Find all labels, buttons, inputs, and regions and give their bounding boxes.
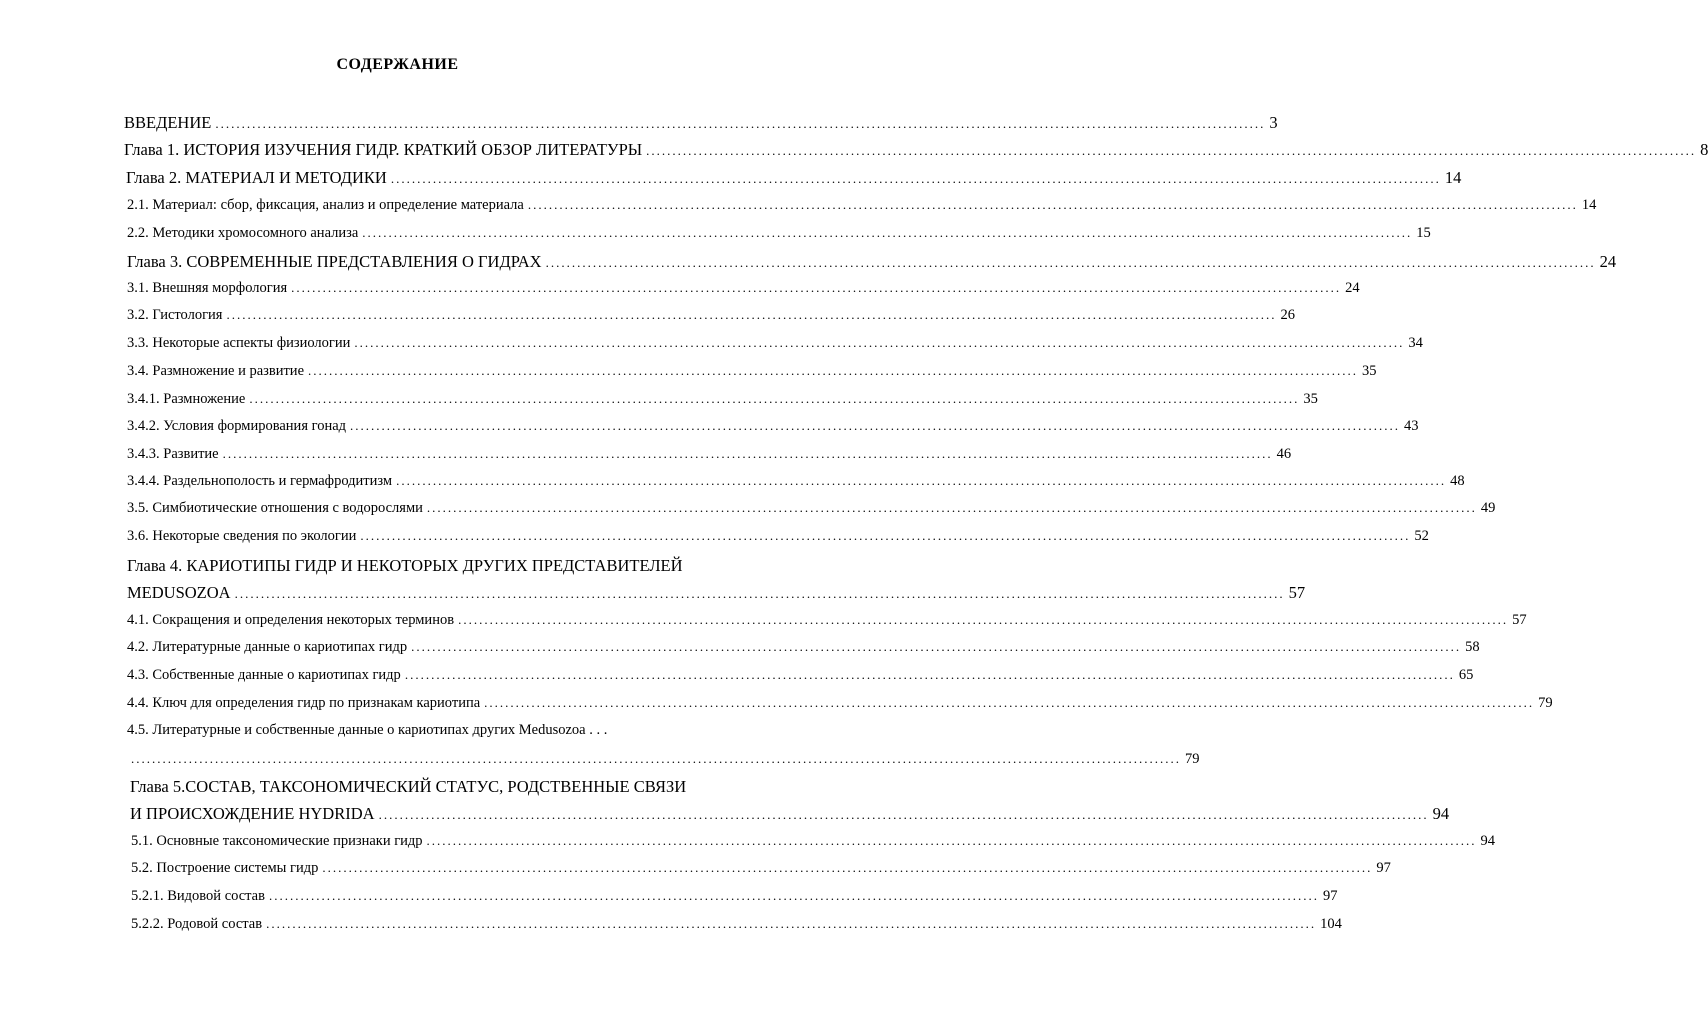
- toc-entry-page: 79: [1185, 751, 1200, 767]
- toc-entry-page: 58: [1465, 639, 1480, 655]
- toc-entry-2-1[interactable]: [127, 197, 1597, 214]
- leader-dots: ........................................................................................................................................................................................................: [426, 500, 1477, 515]
- toc-entry-page: 104: [1320, 916, 1342, 932]
- toc-entry-chapter-3[interactable]: [127, 252, 1617, 272]
- toc-entry-5-2-2[interactable]: [131, 916, 1342, 933]
- leader-dots: ........................................................................................................................................................................................................: [378, 807, 1429, 822]
- leader-dots: ........................................................................................................................................................................................................: [458, 612, 1509, 627]
- toc-entry-page: 65: [1458, 667, 1474, 683]
- toc-entry-label: 5.2. Построение системы гидр: [131, 860, 319, 876]
- toc-entry-5-2-1[interactable]: [131, 888, 1338, 905]
- leader-dots: ........................................................................................................................................................................................................: [131, 751, 1181, 766]
- toc-entry-label: 5.2.2. Родовой состав: [131, 916, 263, 932]
- toc-entry-4-4[interactable]: [127, 695, 1553, 712]
- leader-dots: ........................................................................................................................................................................................................: [234, 586, 1285, 601]
- toc-entry-label: 3.4. Размножение и развитие: [127, 363, 305, 379]
- toc-entry-label: Глава 4. КАРИОТИПЫ ГИДР И НЕКОТОРЫХ ДРУГИХ ПРЕДСТАВИТЕЛЕЙ: [127, 556, 683, 575]
- leader-dots: ........................................................................................................................................................................................................: [268, 888, 1319, 903]
- toc-entry-label: 3.1. Внешняя морфология: [127, 280, 288, 296]
- toc-entry-3-4-3[interactable]: [127, 446, 1292, 463]
- leader-dots: ........................................................................................................................................................................................................: [646, 143, 1697, 158]
- toc-entry-3-4[interactable]: [127, 363, 1377, 380]
- toc-entry-page: 24: [1345, 280, 1360, 296]
- page-title: СОДЕРЖАНИЕ: [336, 56, 459, 73]
- leader-dots: ........................................................................................................................................................................................................: [360, 528, 1411, 543]
- toc-entry-label: MEDUSOZOA: [127, 583, 231, 602]
- toc-entry-page: 26: [1280, 307, 1295, 323]
- leader-dots: ........................................................................................................................................................................................................: [291, 280, 1342, 295]
- toc-entry-page: 52: [1414, 528, 1429, 544]
- leader-dots: ........................................................................................................................................................................................................: [350, 418, 1401, 433]
- toc-entry-label: Глава 3. СОВРЕМЕННЫЕ ПРЕДСТАВЛЕНИЯ О ГИДРАХ: [127, 252, 542, 271]
- leader-dots: ........................................................................................................................................................................................................: [396, 473, 1447, 488]
- toc-entry-page: 43: [1404, 418, 1419, 434]
- toc-entry-page: 94: [1432, 804, 1450, 823]
- toc-entry-page: 8: [1700, 140, 1708, 159]
- toc-entry-label: 4.1. Сокращения и определения некоторых терминов: [127, 612, 455, 628]
- leader-dots: ........................................................................................................................................................................................................: [411, 639, 1462, 654]
- toc-entry-3-3[interactable]: [127, 335, 1423, 352]
- leader-dots: ........................................................................................................................................................................................................: [426, 833, 1477, 848]
- toc-entry-label: 2.2. Методики хромосомного анализа: [127, 225, 359, 241]
- toc-entry-label: 3.4.2. Условия формирования гонад: [127, 418, 347, 434]
- toc-entry-label: 4.5. Литературные и собственные данные о кариотипах других Medusozoa . . .: [127, 722, 608, 738]
- toc-entry-page: 57: [1288, 583, 1306, 602]
- toc-entry-label: 3.6. Некоторые сведения по экологии: [127, 528, 357, 544]
- leader-dots: ........................................................................................................................................................................................................: [545, 255, 1596, 270]
- toc-entry-chapter-1[interactable]: [124, 140, 1708, 160]
- toc-entry-4-5[interactable]: [127, 722, 727, 739]
- toc-entry-chapter-5[interactable]: [130, 777, 730, 797]
- toc-entry-3-4-4[interactable]: [127, 473, 1465, 490]
- toc-entry-label: Глава 2. МАТЕРИАЛ И МЕТОДИКИ: [126, 168, 387, 187]
- toc-entry-label: 3.4.4. Раздельнополость и гермафродитизм: [127, 473, 393, 489]
- toc-entry-chapter-5-cont[interactable]: [130, 804, 1450, 824]
- toc-entry-label: 3.2. Гистология: [127, 307, 223, 323]
- toc-entry-page: 14: [1444, 168, 1462, 187]
- leader-dots: ........................................................................................................................................................................................................: [354, 335, 1405, 350]
- leader-dots: ........................................................................................................................................................................................................: [249, 391, 1300, 406]
- toc-entry-page: 34: [1408, 335, 1423, 351]
- toc-entry-4-3[interactable]: [127, 667, 1474, 684]
- toc-entry-page: 48: [1450, 473, 1465, 489]
- toc-entry-page: 97: [1376, 860, 1391, 876]
- toc-entry-3-1[interactable]: [127, 280, 1360, 297]
- toc-entry-label: 3.3. Некоторые аспекты физиологии: [127, 335, 351, 351]
- toc-entry-4-2[interactable]: [127, 639, 1480, 656]
- leader-dots: ........................................................................................................................................................................................................: [362, 225, 1413, 240]
- toc-entry-2-2[interactable]: [127, 225, 1431, 242]
- toc-entry-label: И ПРОИСХОЖДЕНИЕ HYDRIDA: [130, 804, 375, 823]
- toc-entry-page: 35: [1362, 363, 1377, 379]
- leader-dots: ........................................................................................................................................................................................................: [215, 116, 1266, 131]
- toc-entry-chapter-4[interactable]: [127, 556, 727, 576]
- toc-entry-label: 5.2.1. Видовой состав: [131, 888, 265, 904]
- toc-entry-page: 24: [1599, 252, 1617, 271]
- toc-entry-3-2[interactable]: [127, 307, 1295, 324]
- toc-entry-label: ВВЕДЕНИЕ: [124, 113, 212, 132]
- toc-entry-introduction[interactable]: [124, 113, 1278, 133]
- toc-entry-page: 14: [1581, 197, 1597, 213]
- toc-entry-page: 15: [1416, 225, 1431, 241]
- toc-entry-3-6[interactable]: [127, 528, 1429, 545]
- toc-entry-label: 3.4.3. Развитие: [127, 446, 219, 462]
- toc-entry-5-2[interactable]: [131, 860, 1391, 877]
- toc-entry-label: Глава 5.СОСТАВ, ТАКСОНОМИЧЕСКИЙ СТАТУС, РОДСТВЕННЫЕ СВЯЗИ: [130, 777, 687, 796]
- leader-dots: ........................................................................................................................................................................................................: [390, 171, 1441, 186]
- leader-dots: ........................................................................................................................................................................................................: [527, 197, 1578, 212]
- leader-dots: ........................................................................................................................................................................................................: [308, 363, 1359, 378]
- toc-entry-4-1[interactable]: [127, 612, 1527, 629]
- toc-entry-page: 79: [1538, 695, 1553, 711]
- toc-entry-label: 4.4. Ключ для определения гидр по признакам кариотипа: [127, 695, 481, 711]
- toc-entry-3-4-2[interactable]: [127, 418, 1419, 435]
- toc-entry-page: 3: [1269, 113, 1278, 132]
- toc-entry-page: 49: [1480, 500, 1496, 516]
- toc-entry-page: 35: [1303, 391, 1318, 407]
- toc-entry-page: 94: [1480, 833, 1496, 849]
- leader-dots: ........................................................................................................................................................................................................: [322, 860, 1373, 875]
- toc-entry-label: 3.4.1. Размножение: [127, 391, 246, 407]
- toc-entry-chapter-2[interactable]: [126, 168, 1462, 188]
- leader-dots: ........................................................................................................................................................................................................: [222, 446, 1273, 461]
- leader-dots: ........................................................................................................................................................................................................: [484, 695, 1535, 710]
- toc-entry-chapter-4-cont[interactable]: [127, 583, 1306, 603]
- toc-entry-label: 2.1. Материал: сбор, фиксация, анализ и определение материала: [127, 197, 524, 213]
- toc-entry-page: 46: [1276, 446, 1292, 462]
- toc-entry-4-5-cont[interactable]: [127, 751, 1200, 768]
- toc-entry-label: 4.2. Литературные данные о кариотипах гидр: [127, 639, 408, 655]
- leader-dots: ........................................................................................................................................................................................................: [266, 916, 1317, 931]
- toc-entry-label: 3.5. Симбиотические отношения с водорослями: [127, 500, 423, 516]
- toc-entry-5-1[interactable]: [131, 833, 1496, 850]
- toc-entry-label: 4.3. Собственные данные о кариотипах гидр: [127, 667, 401, 683]
- toc-entry-3-4-1[interactable]: [127, 391, 1318, 408]
- toc-entry-page: 57: [1512, 612, 1527, 628]
- toc-entry-label: Глава 1. ИСТОРИЯ ИЗУЧЕНИЯ ГИДР. КРАТКИЙ ОБЗОР ЛИТЕРАТУРЫ: [124, 140, 643, 159]
- leader-dots: ........................................................................................................................................................................................................: [226, 307, 1277, 322]
- toc-entry-3-5[interactable]: [127, 500, 1496, 517]
- leader-dots: ........................................................................................................................................................................................................: [404, 667, 1455, 682]
- toc-entry-page: 97: [1322, 888, 1338, 904]
- toc-entry-label: 5.1. Основные таксономические признаки гидр: [131, 833, 423, 849]
